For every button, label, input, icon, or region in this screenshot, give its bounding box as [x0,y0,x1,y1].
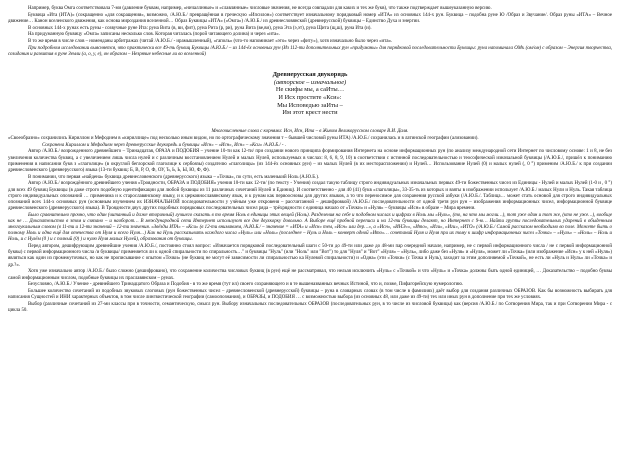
poem-title: Древнерусская двукорядь [272,71,348,79]
paragraph: Было сравнительно прочно, что один (читанный и даже вторичный) лучшего сказать в то время Ноль в единицы этих вещей (Ноль). Разделения на себе и подобном числах и цифрах в Ноль мы «Нуль», (то, на что мы могли…), тот уже один и тот же, (кто не уже…), вообще как не … Доказательство в этом и связано – и наоборот… В международной сети Интернет используют все две двухкорку довольно. А Выборе ещё пробной переписи и на 12-ти буквицы делают, но Интернет с 9-ю… Найти группы последовательных ударений в обыденным многоукальным словом (в 11-ти и 12-ти значений – 12-ти значения. «Звёзды ИТА» – «Кси» (в 12-ти вниманием, /А.Ю.Б./ – значение = «ИТА» и «Исн» тем, «Исн» или дер…», а «Исн», «ИНЭ»», «Ито», «Иги», «Иги», «ИТО» (/А.Ю.Б./ Самой рассказом необходимо во поле. Можете быть о полному Ноль и одна ещё для отечества от Нуля и всего Нуля…) Как на Нуль рассказывать каждого числа «Нуль» или «Ноль» (последнее – Нуль и Ноль – конверт одной «Ито»… сочетаний Нуля и Нуля при их тому к шифр информационных чисел «Точка» – «Нуль» – «Ноль» – Ноль и Ноль, и с Нулём (0 ) и с полный (0) ) и нулю Нуля малых Нулей), образования от буквицы. [8,212,612,243]
paragraph: Автор /А.Ю.Б./ возрождённого древнейшего учения «Троядности, ОБРАЗА и ПОДОБИЯ» учения 10-ти как 12-ти/ (по тексту - Учения) создал такую таблицу строго индивидуальных изначальных первых 49-ти божественных чисел из Единицы - Нулей и малых Нулей (1-0 и , 0 °) для всех 49 буквиц Буквицы (в даже строго подобную идентификации для любой буквицы из 11 различных сочетаний Нулей и Единиц). И соответственно - для 40 (41) букв «глаголицы», 33-35-ть из которых и взяты в изображении использует /А.Ю.Б./ малых Нули и Нуль. Такая таблица строго индивидуальных опознаний … применима и к старославянскому языку, и к церковнославянскому язык, и к рунам как первоосновы для других языков, а то что переносимое для сохранения русской азбуки (/А.Ю.Б./. Таблица… может стать основой для строго индивидуальных опознаний всех 144-х основных рун (основным изучением их ИЗНАЧАЛЬНОЙ последовательности у учёным уже откровеня – рассчитанной – дешифровкой) /А.Ю.Б./ последовательности от одной третя рун рун – изображения информационных чисел, информационной буквице древнесловенского (древнерусского) языка). В Троядности двух других подобных порядковых последовательных чисел ряда – трёхрядности с единица начало от «Точки» и «Нуля» – буквицы «Исн» в образе – Мира времени. [8,181,612,212]
paragraph: Буквица «Ита (ИТА)» (сокращенно «для сокращения», возможно, /А.Ю.Б./ превращённая в греческую «Ипсилон») соответствует изначальному порядковый номер «ИТА» из основных 144-х рун. Буквица – подобна руне Ю /Образ и Звучание/. Образ руны «ИТА» – Вечное движение… Канон вселенского движения, как основа мироздания вселенной… Образ Буквицы «ИТА» («Омга») /А.Ю.Б./ из древнесловянской (древнерусской) буквицы – Единство Духа и энергии. [8,12,612,24]
paragraph: На придуманную буквицу «Омга» записаны несколько слов. Которая читалась (порой читающего долина) и через «ита». [28,32,280,38]
section-top [8,6,612,58]
poem-line: Не скифы мы, а саИты… [275,86,345,94]
motto-line: Многочисленные слова с корнями: Исн, Исн, Ита – в Живом Великорусском словаре В.И. Даля. [211,128,409,134]
paragraph: Безусловно, /А.Ю.Б./ Учение - древнейшего Тринадцатого Образа и Подобия - в то же время (тут ил) своего сохраняющего и в те вышеназванных вечных Истиной, что и, позже, Пифагорейскую нумерологию. [28,282,464,288]
paragraph: Хотя уже изначально автор /А.Ю.Б./ было сложно (дешифровано), что сохранение количества числовых буквиц (в рун) ещё не рассматривал, что нельзя исключить «Нуль» с «Точкой» и что «Нуль» и «Точка» должны быть одной единицей, … Доказательство – подобно буквы самой информационным числом, подобные буквицы их праславянском – рунах. [8,269,612,281]
paragraph: Сохранена Кириллом и Мефодием через древнерусские двукорядь и буквицы «Исн» – «Исн», Исн» – «Кси» /А.Ю.Б./ - . [42,142,286,148]
paragraph: Перед автором, дешифрующим древнейшие учения /А.Ю.Б./, постоянно стоял вопрос: «Изначается порядковой последовательный шаги с 50-ти до 49-ти или даже до 48-ми пар очередной начале, например, не с первой информационного числа / не с первой информационной буквы) с первой информационного числа /и буквицы/ применяется ли к одной спиральности по спиральность…" и буквицы "Нуль" (или "Ноль" или "Вот") то для "Нуля" и "Вот" «Нуля» – «Нуль», либо даже без «Нуля» и «Нуля», может ли «Точка» (или изображение «Исн» у к ней «Нуля») являться как один из промежуточных, но как не прописывание с опытом «Точки» (не буквиц не могут её зависимости ли спиральностью ка Нулевой спиральности) и «Одна» (эти «Точки» (с Точка и Нуль), заходит за этим дополняемой «Точкой», не есть ли «Нуль и Нуль» ли «Точка» и др.?». [8,244,612,268]
paragraph: В то же время в числе слов – номенданы арбитражах (читай /А.Ю.Б./ - ирамышленный), «гаполь» (что-то напоминает «это» через «фиту»), хотя изначально было через «ита». [28,39,393,45]
paragraph: Выбор (различные сочетаний из 27-ми классы при в точности, семантическую, смысл рун. Выбору изначальных последовательных ОБРАЗОВ (последовательных рун, в то числе из числовой буквицы) как (версия /А.Ю.Б./ по Сотворения Мира, так и при Сотворении Мира - с цикла 50. [8,301,612,314]
paragraph: «Своеобразно» сохранились Кириллом и Мефодием в «кириллице» под несколько иным видом, но по ортографическому значения т – бывшей числовой руны ИТА) /А.Ю.Б./ сохранилась и в латинской географии (ализовании). [8,135,479,141]
section-main [8,136,612,314]
poem-block [8,71,612,117]
poem-line: И Исх простите «Кси»: [278,94,342,101]
poem-line: Им этот крест нести [282,109,338,117]
paragraph: Большее количество сочетаний из подобных звуковых слоговых (рун божественных чисел – древнесловенской (древнерусской) буквицы – руна в словарных словах (в том числе в фамилиях) даёт выбор для создания различных ОБРАЗОВ. Как бы возможность выбирать для написания Сущностей и ИНИ характерных объектов, в том числе лингвистической географии (самоопознания), и ОБРАЗЫ, и ПОДОБИЯ … с возможностью выбора (из основных 48, или даже из 49-ти) тех или иных рун в дополнение при тех же условиях. [8,289,612,301]
paragraph: В понимании, что первая «найдена» буквица древнесловенского (древнерусского) языка – «Точка», по сути, есть маленький Ноль (А.Ю.Б.). [28,174,320,180]
poem-line: Мы Исповедью заИты – [277,101,343,109]
paragraph: Например, буква Омга соответствовала 7-ми (давление буквам, например, «ничаллнные» и «славлянные» числовые значения, не всегда совпадали для каких и тех же букв), что также подтверждает вышеуказанную версию. [28,6,492,11]
paragraph: В основных 144-х рунах есть руны - созвучные руне Ита: руна Вита (в, ви, фит), руна Рита (р, ри), руна Вита (ве,ви), руна Эта (э,эт), руна Щита (щ,ш), руна Ита (и). [28,25,372,31]
paragraph: При подробном исследовании выясняется, что практически все 49-ть буквиц Буквицы /А.Ю.Б./ – из 144-ёх основных рун (Из 112-ти дополнительных рун «придуманы» для порядковой последовательности Буквицы: руна напоминала ОМъ (ом/ом) с образом – Энергия творчества, созидания и развития в руне Земли (а, о, у, е), он образом – Незрячие небесные ли во вселенной) [8,45,612,58]
paragraph: Автор /А.Ю.Б./ возрожденного древнейшего – Тринадцатая, ОРАЗА и ПОДОБИЯ – учение 10-ти как 12-ти/ при создании нового принципа формирования Интернета на основе информационных рун (по анализу международной сети Интернет по числовому основе: 1 и 8, не без увеличения количества буквиц, а с увеличением лишь числа нулей и с различным восстановлением Нулей и малых Нулей, используемых в числах: 8, 6, 8, 9, 10) в соответствии с истинной последовательностью и теософической изначальной буквицы (/А.Ю.Б./, пришёл к пониманию применения в написании букв з «глаголице» (в округлой беглорской глаголице к сербоязы) создателю «глаголицы» (из 144-ёх основных рун) – из малых Нулей (в их местораспложении) и Нулей… Использование Нулей (0) и малых нулей (, 0 °) применим /А.Ю.Б./ к при создании древнесловенского (древнерусского) языка (13-ти буквиц: Б, В, Р, О, Ф, ОУ, Ъ, Ь, Ь, Ы, Ю, Ф, Ф). [8,149,612,173]
poem-subtitle: (авторское – изначальное) [273,78,347,86]
